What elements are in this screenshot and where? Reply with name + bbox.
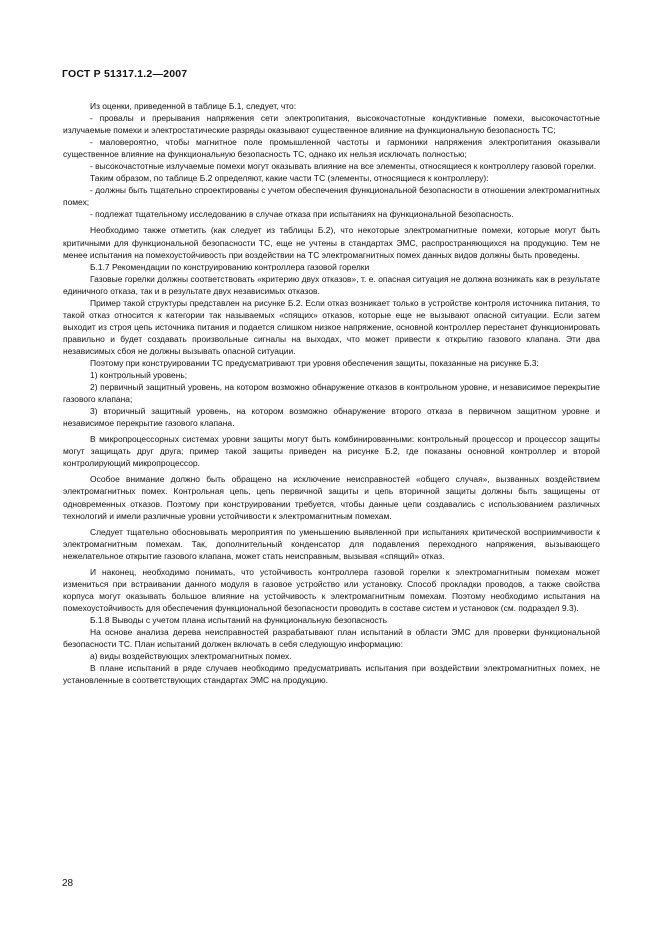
- list-item: - провалы и прерывания напряжения сети электропитания, высокочастотные кондуктивные помехи, высокочастотные излучаемые помехи и электростатические разряды оказывают существенное влияние на функциональную безопасность ТС;: [63, 113, 600, 136]
- paragraph: Газовые горелки должны соответствовать «критерию двух отказов», т. е. опасная ситуация не должна возникать как в результате единичного отказа, так и в результате двух независимых отказов.: [63, 273, 600, 296]
- list-item: а) виды воздействующих электромагнитных помех.: [90, 651, 292, 662]
- list-item: - должны быть тщательно спроектированы с учетом обеспечения функциональной безопасности в отношении электромагнитных помех;: [63, 185, 600, 208]
- paragraph: В плане испытаний в ряде случаев необходимо предусматривать испытания при воздействии электромагнитных помех, не установленные в соответствующих стандартах ЭМС на продукцию.: [63, 663, 600, 686]
- list-item: - подлежат тщательному исследованию в случае отказа при испытаниях на функциональной безопасность.: [90, 209, 514, 220]
- paragraph: Необходимо также отметить (как следует из таблицы Б.2), что некоторые электромагнитные помехи, которые могут быть критичными для функциональной безопасности ТС, еще не учтены в стандартах ЭМС, распространяющихся на продукцию. Тем не менее испытания на помехоустойчивость при воздействии на ТС электромагнитных помех данных видов должны быть проведены.: [63, 225, 600, 260]
- list-item: 2) первичный защитный уровень, на котором возможно обнаружение отказов в контрольном уровне, и независимое перекрытие газового клапана;: [63, 382, 600, 405]
- paragraph: Поэтому при конструировании ТС предусматривают три уровня обеспечения защиты, показанные на рисунке Б.3:: [90, 357, 539, 368]
- section-heading: Б.1.8 Выводы с учетом плана испытаний на функциональную безопасность: [90, 614, 388, 625]
- paragraph: Таким образом, по таблице Б.2 определяют, какие части ТС (элементы, относящиеся к контроллеру):: [90, 173, 489, 184]
- list-item: 3) вторичный защитный уровень, на котором возможно обнаружение второго отказа в первичном защитном уровне и независимое перекрытие газового клапана.: [63, 406, 600, 429]
- paragraph: Следует тщательно обосновывать мероприятия по уменьшению выявленной при испытаниях критической восприимчивости к электромагнитным помехам. Так, дополнительный конденсатор для подавления переходного напряжения, вызывающего нежелательное открытие газового клапана, может стать неисправным, вызывая «спящий» отказ.: [63, 526, 600, 561]
- page-number: 28: [62, 878, 74, 889]
- section-heading: Б.1.7 Рекомендации по конструированию контроллера газовой горелки: [90, 261, 370, 272]
- paragraph: Особое внимание должно быть обращено на исключение неисправностей «общего случая», вызванных воздействием электромагнитных помех. Контрольная цепь, цепь первичной защиты и цепь вторичной защиты должны быть защищены от одновременных отказов. Поэтому при конструировании требуется, чтобы данные цепи создавались с использованием различных технологий и имели различные уровни устойчивости к электромагнитным помехам.: [63, 474, 600, 521]
- list-item: - маловероятно, чтобы магнитное поле промышленной частоты и гармоники напряжения электропитания оказывали существенное влияние на функциональную безопасность ТС, однако их нельзя исключать полностью;: [63, 137, 600, 160]
- body-text: [63, 100, 600, 686]
- standard-title: ГОСТ Р 51317.1.2—2007: [62, 68, 188, 80]
- paragraph: Пример такой структуры представлен на рисунке Б.2. Если отказ возникает только в устройстве контроля источника питания, то такой отказ относится к категории так называемых «спящих» отказов, которые еще не вызывают опасной ситуации. Если затем выходит из строя цепь источника питания и подается слишком низкое напряжение, основной контроллер перестанет функционировать правильно и будет создавать произвольные сигналы на выходах, что может привести к открытию газового клапана. Эти два независимых сбоя не должны вызывать опасной ситуации.: [63, 297, 600, 356]
- paragraph: В микропроцессорных системах уровни защиты могут быть комбинированными: контрольный процессор и процессор защиты могут защищать друг друга; пример такой защиты приведен на рисунке Б.2, где показаны основной контроллер и второй контролирующий микропроцессор.: [63, 434, 600, 469]
- paragraph: На основе анализа дерева неисправностей разрабатывают план испытаний в области ЭМС для проверки функциональной безопасности ТС. План испытаний должен включать в себя следующую информацию:: [63, 626, 600, 650]
- list-item: 1) контрольный уровень;: [90, 370, 188, 381]
- paragraph: И наконец, необходимо понимать, что устойчивость контроллера газовой горелки к электромагнитным помехам может измениться при встраивании данного модуля в газовое устройство или установку. Способ прокладки проводов, а также свойства корпуса могут оказывать большое влияние на устойчивость к электромагнитным помехам. Поэтому необходимо испытания на помехоустойчивость для обеспечения функциональной безопасности проводить в составе систем и установок (см. подраздел 9.3).: [63, 566, 600, 613]
- paragraph: Из оценки, приведенной в таблице Б.1, следует, что:: [90, 101, 297, 111]
- list-item: - высокочастотные излучаемые помехи могут оказывать влияние на все элементы, относящиеся к контроллеру газовой горелки.: [90, 161, 597, 172]
